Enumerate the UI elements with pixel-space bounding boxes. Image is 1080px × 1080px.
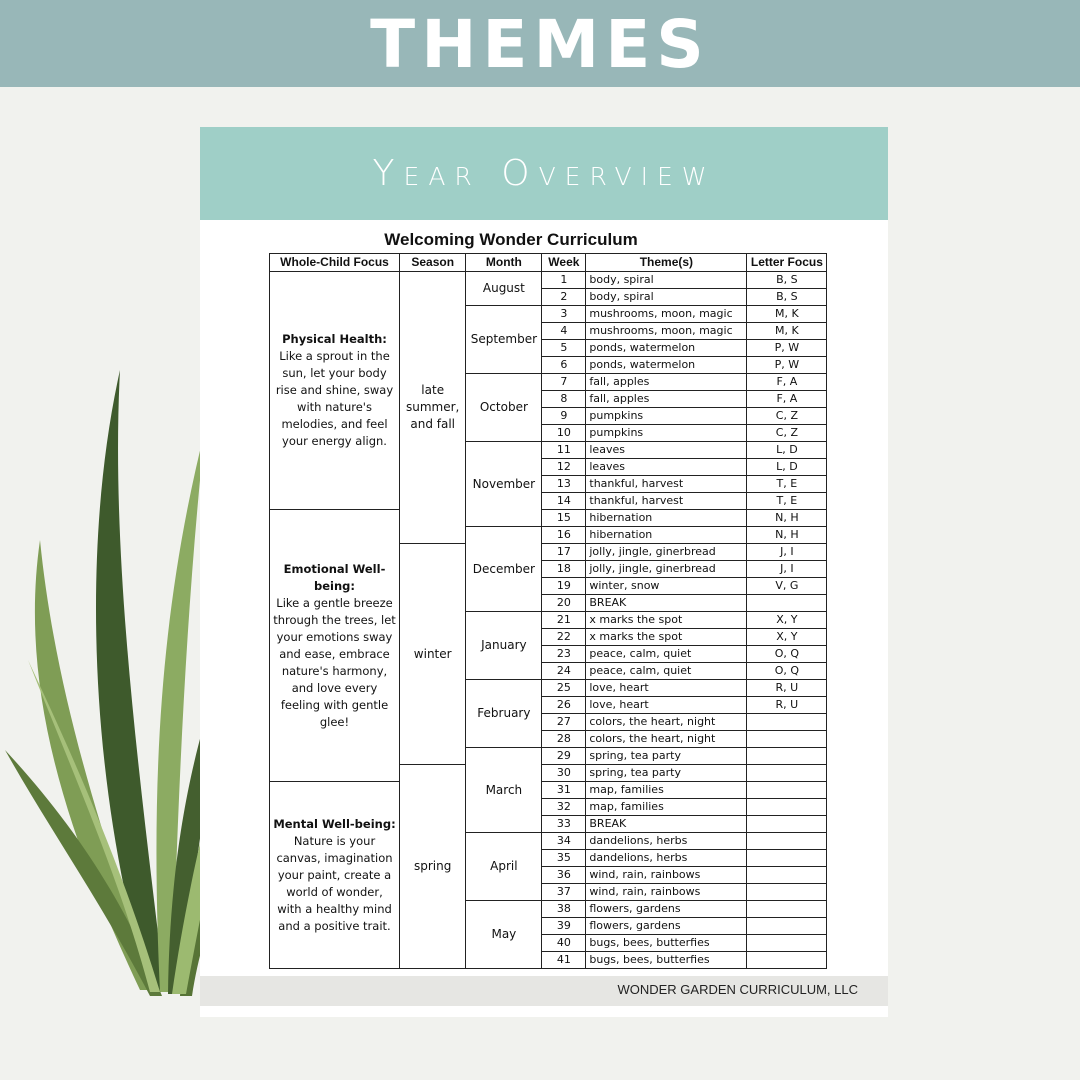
week-number-cell: 11 [542,442,586,459]
letter-focus-cell: O, Q [747,646,827,663]
month-cell: January [466,612,542,680]
theme-cell: flowers, gardens [586,901,747,918]
month-cell: October [466,374,542,442]
week-number-cell: 5 [542,340,586,357]
curriculum-sheet [200,127,888,1017]
theme-cell: mushrooms, moon, magic [586,323,747,340]
week-number-cell: 8 [542,391,586,408]
focus-title: Emotional Well-being: [283,561,386,593]
letter-focus-cell [747,901,827,918]
theme-cell: peace, calm, quiet [586,663,747,680]
week-number-cell: 2 [542,289,586,306]
theme-cell: wind, rain, rainbows [586,867,747,884]
banner [0,0,1080,87]
document-title: Welcoming Wonder Curriculum [384,230,638,249]
focus-text: Like a gentle breeze through the trees, let your emotions sway and ease, embrace nature's harmony, and love every feeling with gentle glee! [273,595,396,729]
week-number-cell: 16 [542,527,586,544]
letter-focus-cell: O, Q [747,663,827,680]
letter-focus-cell: M, K [747,323,827,340]
month-cell: August [466,272,542,306]
letter-focus-cell [747,833,827,850]
week-number-cell: 22 [542,629,586,646]
week-number-cell: 39 [542,918,586,935]
week-number-cell: 1 [542,272,586,289]
letter-focus-cell: R, U [747,680,827,697]
theme-cell: body, spiral [586,272,747,289]
table-header-row [270,254,827,272]
week-number-cell: 14 [542,493,586,510]
week-number-cell: 10 [542,425,586,442]
week-number-cell: 30 [542,765,586,782]
column-header: Month [466,254,542,272]
theme-cell: thankful, harvest [586,476,747,493]
letter-focus-cell [747,952,827,969]
week-number-cell: 26 [542,697,586,714]
table-row [270,782,827,799]
column-header: Season [400,254,466,272]
letter-focus-cell [747,850,827,867]
month-cell: February [466,680,542,748]
week-number-cell: 7 [542,374,586,391]
theme-cell: love, heart [586,680,747,697]
letter-focus-cell: T, E [747,493,827,510]
week-number-cell: 29 [542,748,586,765]
week-number-cell: 41 [542,952,586,969]
letter-focus-cell: J, I [747,561,827,578]
letter-focus-cell: B, S [747,272,827,289]
week-number-cell: 18 [542,561,586,578]
letter-focus-cell: F, A [747,391,827,408]
theme-cell: leaves [586,459,747,476]
footer-text: WONDER GARDEN CURRICULUM, LLC [617,982,858,997]
week-number-cell: 24 [542,663,586,680]
theme-cell: hibernation [586,527,747,544]
theme-cell: mushrooms, moon, magic [586,306,747,323]
footer-bar [200,976,888,1006]
letter-focus-cell [747,935,827,952]
month-cell: November [466,442,542,527]
month-cell: March [466,748,542,833]
letter-focus-cell: X, Y [747,629,827,646]
theme-cell: colors, the heart, night [586,714,747,731]
letter-focus-cell: L, D [747,442,827,459]
week-number-cell: 37 [542,884,586,901]
letter-focus-cell: B, S [747,289,827,306]
letter-focus-cell [747,884,827,901]
week-number-cell: 32 [542,799,586,816]
theme-cell: love, heart [586,697,747,714]
theme-cell: peace, calm, quiet [586,646,747,663]
month-cell: April [466,833,542,901]
letter-focus-cell [747,816,827,833]
letter-focus-cell: M, K [747,306,827,323]
theme-cell: x marks the spot [586,629,747,646]
week-number-cell: 4 [542,323,586,340]
letter-focus-cell [747,748,827,765]
week-number-cell: 17 [542,544,586,561]
letter-focus-cell: L, D [747,459,827,476]
letter-focus-cell [747,765,827,782]
week-number-cell: 3 [542,306,586,323]
season-cell: spring [400,765,466,969]
theme-cell: fall, apples [586,391,747,408]
table-row [270,510,827,527]
theme-cell: spring, tea party [586,748,747,765]
theme-cell: thankful, harvest [586,493,747,510]
theme-cell: jolly, jingle, ginerbread [586,561,747,578]
week-number-cell: 13 [542,476,586,493]
week-number-cell: 28 [542,731,586,748]
theme-cell: hibernation [586,510,747,527]
sheet-header-title: Year Overview [372,152,716,194]
letter-focus-cell: C, Z [747,425,827,442]
week-number-cell: 15 [542,510,586,527]
theme-cell: leaves [586,442,747,459]
month-cell: May [466,901,542,969]
letter-focus-cell: N, H [747,510,827,527]
letter-focus-cell: X, Y [747,612,827,629]
week-number-cell: 35 [542,850,586,867]
letter-focus-cell [747,782,827,799]
season-cell: winter [400,544,466,765]
week-number-cell: 21 [542,612,586,629]
theme-cell: ponds, watermelon [586,357,747,374]
theme-cell: wind, rain, rainbows [586,884,747,901]
theme-cell: colors, the heart, night [586,731,747,748]
theme-cell: flowers, gardens [586,918,747,935]
letter-focus-cell: C, Z [747,408,827,425]
whole-child-focus-cell [270,510,400,782]
letter-focus-cell: F, A [747,374,827,391]
focus-text: Like a sprout in the sun, let your body rise and shine, sway with nature's melodies, and feel your energy align. [275,349,394,448]
week-number-cell: 40 [542,935,586,952]
overview-table [269,253,827,969]
focus-title: Mental Well-being: [273,816,396,831]
theme-cell: body, spiral [586,289,747,306]
week-number-cell: 19 [542,578,586,595]
column-header: Whole-Child Focus [270,254,400,272]
letter-focus-cell [747,799,827,816]
week-number-cell: 34 [542,833,586,850]
table-row [270,272,827,289]
week-number-cell: 36 [542,867,586,884]
letter-focus-cell [747,595,827,612]
overview-table-wrapper [269,253,827,969]
week-number-cell: 25 [542,680,586,697]
focus-title: Physical Health: [282,332,387,346]
sheet-header [200,127,888,220]
week-number-cell: 31 [542,782,586,799]
focus-text: Nature is your canvas, imagination your paint, create a world of wonder, with a healthy mind and a positive trait. [276,833,393,933]
theme-cell: dandelions, herbs [586,850,747,867]
theme-cell: pumpkins [586,408,747,425]
letter-focus-cell: P, W [747,340,827,357]
letter-focus-cell [747,867,827,884]
column-header: Week [542,254,586,272]
theme-cell: bugs, bees, butterfies [586,935,747,952]
letter-focus-cell [747,714,827,731]
letter-focus-cell: R, U [747,697,827,714]
theme-cell: BREAK [586,816,747,833]
week-number-cell: 23 [542,646,586,663]
letter-focus-cell: P, W [747,357,827,374]
week-number-cell: 20 [542,595,586,612]
week-number-cell: 9 [542,408,586,425]
week-number-cell: 27 [542,714,586,731]
theme-cell: map, families [586,799,747,816]
theme-cell: spring, tea party [586,765,747,782]
theme-cell: ponds, watermelon [586,340,747,357]
theme-cell: pumpkins [586,425,747,442]
letter-focus-cell: N, H [747,527,827,544]
banner-title: THEMES [370,5,710,83]
theme-cell: bugs, bees, butterfies [586,952,747,969]
month-cell: December [466,527,542,612]
week-number-cell: 6 [542,357,586,374]
theme-cell: dandelions, herbs [586,833,747,850]
letter-focus-cell: T, E [747,476,827,493]
letter-focus-cell [747,731,827,748]
column-header: Theme(s) [586,254,747,272]
theme-cell: x marks the spot [586,612,747,629]
theme-cell: map, families [586,782,747,799]
letter-focus-cell: J, I [747,544,827,561]
theme-cell: BREAK [586,595,747,612]
week-number-cell: 38 [542,901,586,918]
column-header: Letter Focus [747,254,827,272]
month-cell: September [466,306,542,374]
whole-child-focus-cell [270,272,400,510]
week-number-cell: 33 [542,816,586,833]
season-cell: late summer, and fall [400,272,466,544]
theme-cell: winter, snow [586,578,747,595]
theme-cell: fall, apples [586,374,747,391]
letter-focus-cell [747,918,827,935]
letter-focus-cell: V, G [747,578,827,595]
theme-cell: jolly, jingle, ginerbread [586,544,747,561]
week-number-cell: 12 [542,459,586,476]
whole-child-focus-cell [270,782,400,969]
